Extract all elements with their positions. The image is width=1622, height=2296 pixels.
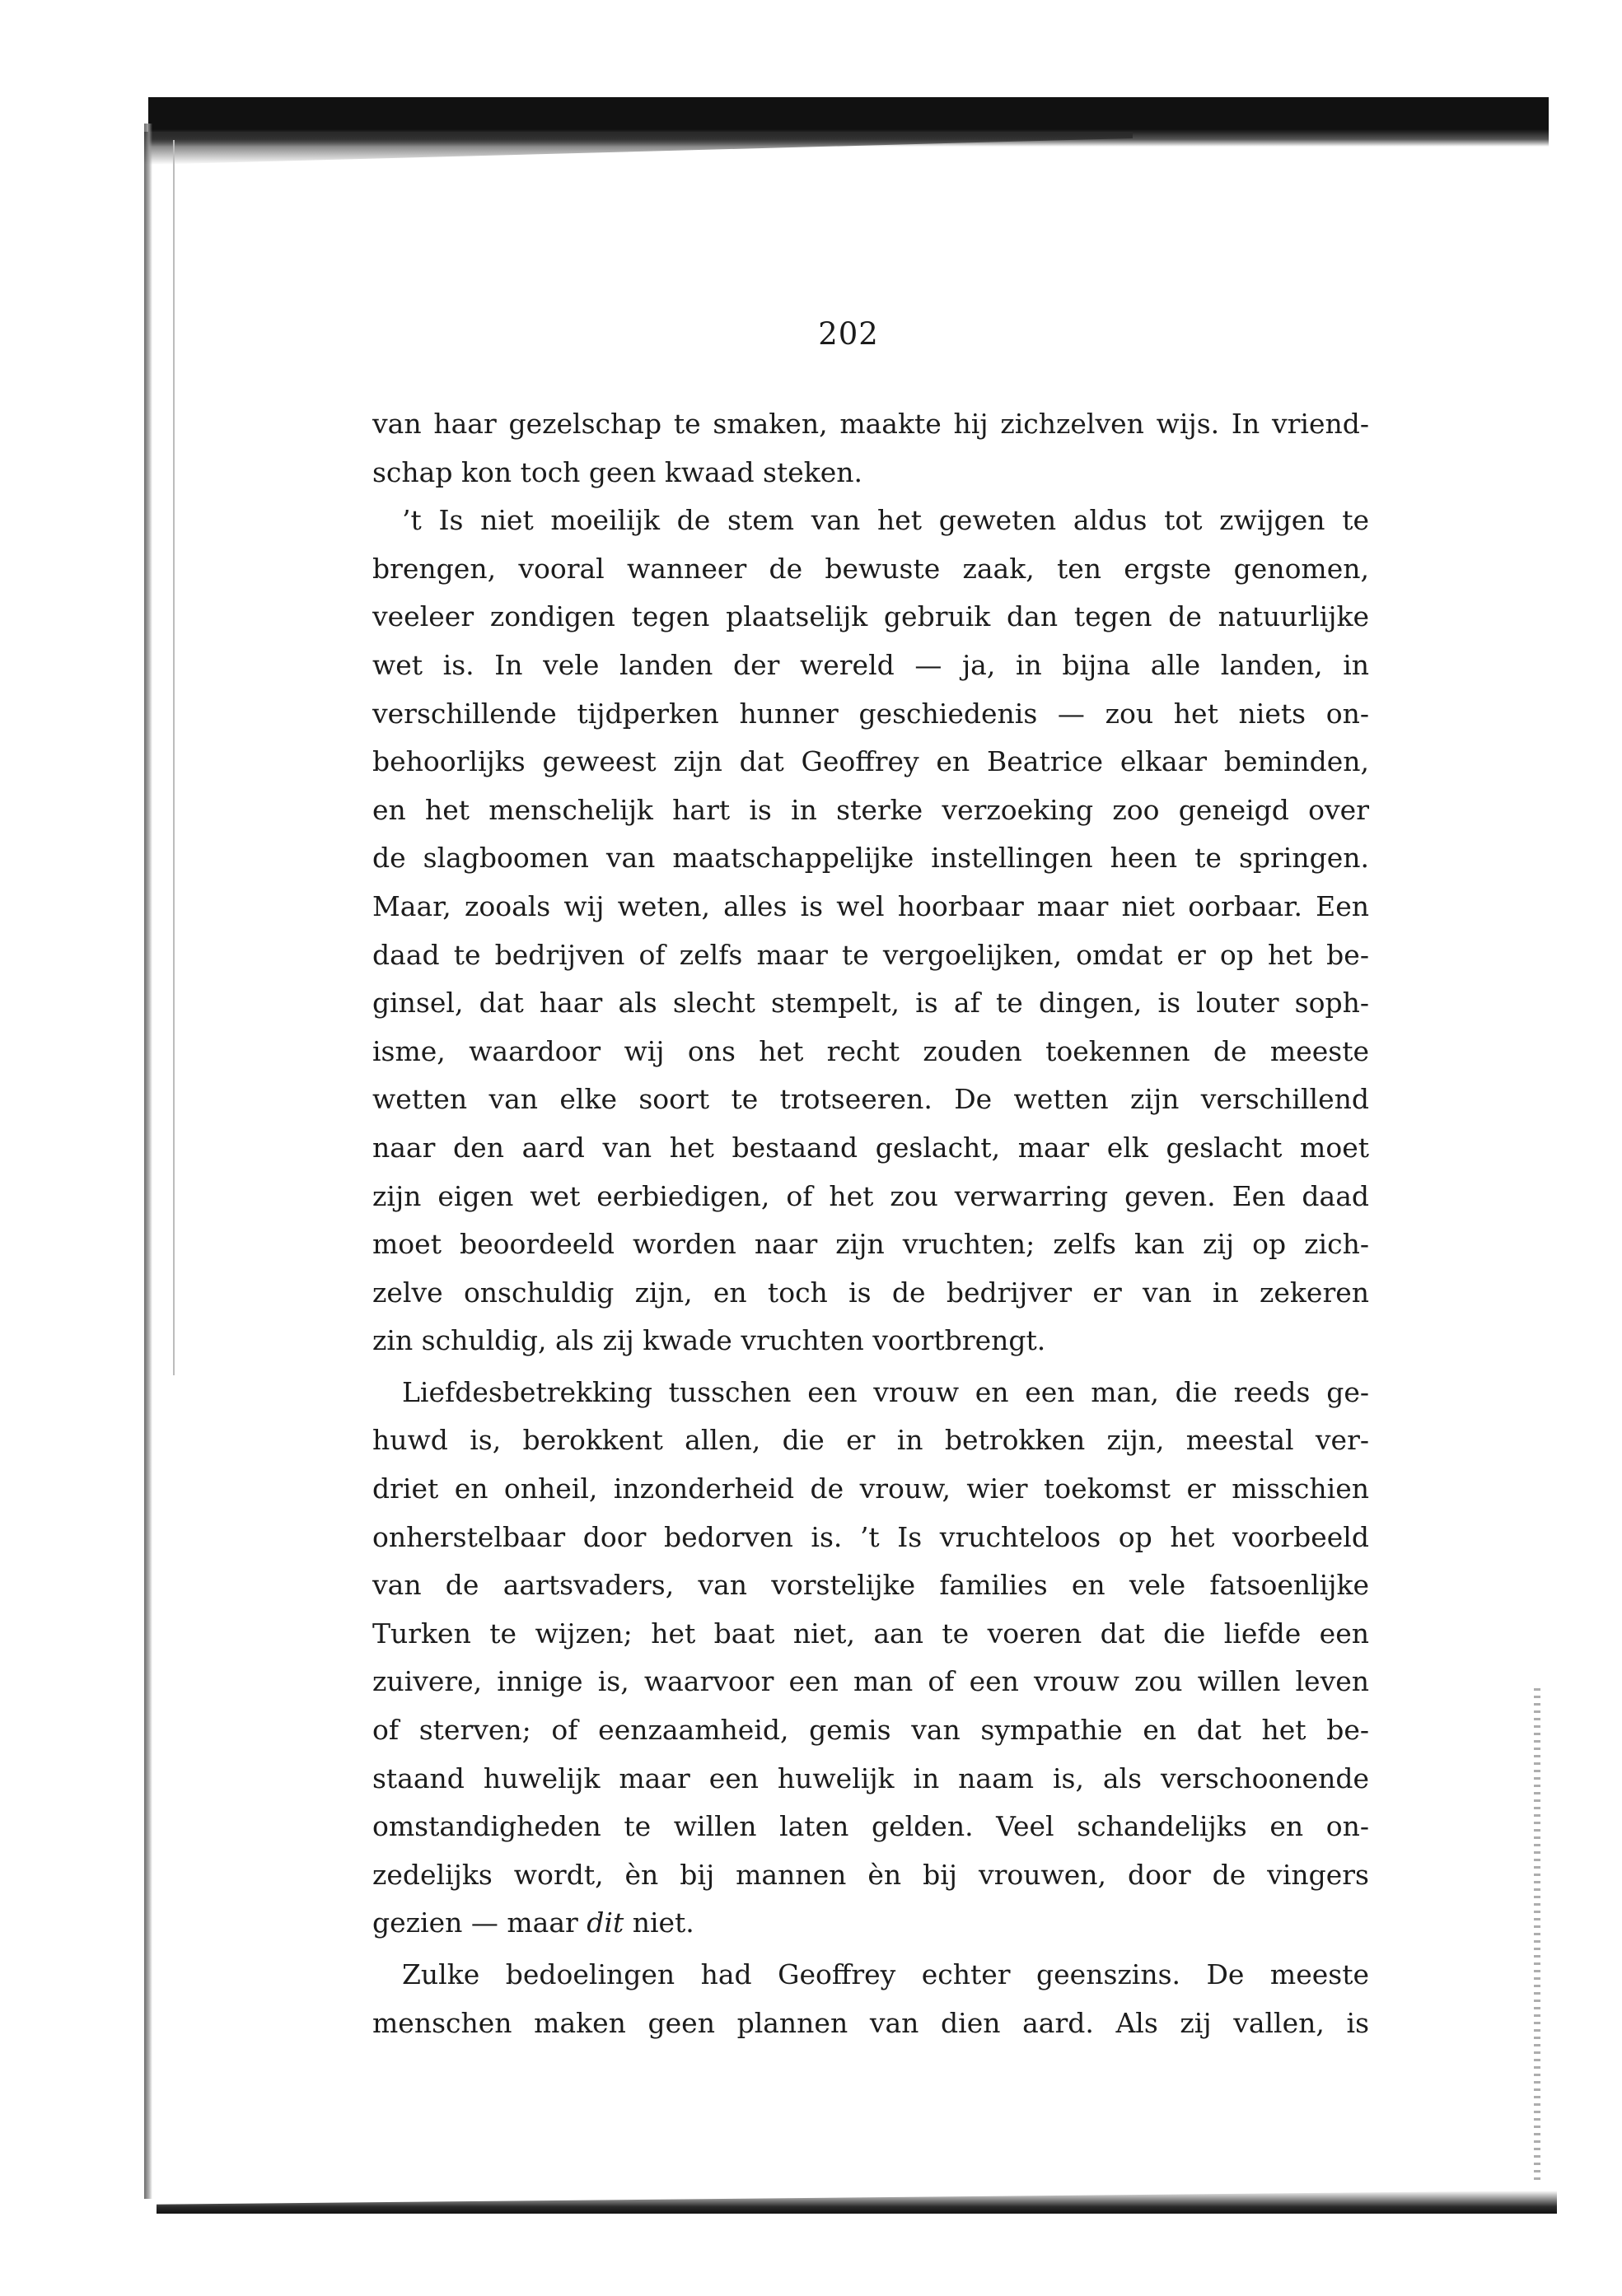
text-line: huwd is, berokkent allen, die er in betrokken zijn, meestal ver- xyxy=(372,1424,1369,1457)
text-fragment: niet. xyxy=(624,1906,694,1939)
text-line: menschen maken geen plannen van dien aard. Als zij vallen, is xyxy=(372,2006,1369,2039)
text-line: veeleer zondigen tegen plaatselijk gebruik dan tegen de natuurlijke xyxy=(372,600,1369,633)
text-line: zedelijks wordt, èn bij mannen èn bij vrouwen, door de vingers xyxy=(372,1858,1369,1891)
scan-edge-right xyxy=(1534,1688,1540,2182)
text-line: ginsel, dat haar als slecht stempelt, is af te dingen, is louter soph- xyxy=(372,987,1369,1020)
text-line: behoorlijks geweest zijn dat Geoffrey en Beatrice elkaar beminden, xyxy=(372,745,1369,778)
scan-line-left xyxy=(173,140,175,1375)
text-line: zelve onschuldig zijn, en toch is de bedrijver er van in zekeren xyxy=(372,1276,1369,1309)
text-line: wet is. In vele landen der wereld — ja, in bijna alle landen, in xyxy=(372,648,1369,681)
scan-edge-bottom xyxy=(157,2191,1557,2214)
text-line: schap kon toch geen kwaad steken. xyxy=(372,455,863,488)
text-line: onherstelbaar door bedorven is. ’t Is vruchteloos op het voorbeeld xyxy=(372,1520,1369,1553)
text-line: of sterven; of eenzaamheid, gemis van sympathie en dat het be- xyxy=(372,1714,1369,1747)
text-line: verschillende tijdperken hunner geschiedenis — zou het niets on- xyxy=(372,697,1369,730)
text-line: isme, waardoor wij ons het recht zouden toekennen de meeste xyxy=(372,1034,1369,1067)
text-line: Liefdesbetrekking tusschen een vrouw en een man, die reeds ge- xyxy=(402,1375,1369,1408)
text-line: Maar, zooals wij weten, alles is wel hoorbaar maar niet oorbaar. Een xyxy=(372,889,1369,922)
text-line: zin schuldig, als zij kwade vruchten voortbrengt. xyxy=(372,1324,1046,1357)
text-line: brengen, vooral wanneer de bewuste zaak, ten ergste genomen, xyxy=(372,552,1369,585)
text-fragment: gezien — maar xyxy=(372,1906,587,1939)
text-line: zijn eigen wet eerbiedigen, of het zou verwarring geven. Een daad xyxy=(372,1179,1369,1212)
text-line-with-emphasis xyxy=(372,1899,1369,1948)
text-line: daad te bedrijven of zelfs maar te vergoelijken, omdat er op het be- xyxy=(372,938,1369,971)
text-line: zuivere, innige is, waarvoor een man of een vrouw zou willen leven xyxy=(372,1665,1369,1698)
text-line: van haar gezelschap te smaken, maakte hij zichzelven wijs. In vriend- xyxy=(372,408,1369,440)
text-line: staand huwelijk maar een huwelijk in naam is, als verschoonende xyxy=(372,1762,1369,1794)
emphasized-word: dit xyxy=(587,1906,624,1939)
scan-shadow-top xyxy=(144,132,1133,165)
text-line: moet beoordeeld worden naar zijn vruchten; zelfs kan zij op zich- xyxy=(372,1228,1369,1261)
text-line: Turken te wijzen; het baat niet, aan te voeren dat die liefde een xyxy=(372,1617,1369,1650)
text-line: naar den aard van het bestaand geslacht, maar elk geslacht moet xyxy=(372,1131,1369,1164)
text-line: omstandigheden te willen laten gelden. Veel schandelijks en on- xyxy=(372,1810,1369,1843)
text-line: wetten van elke soort te trotseeren. De wetten zijn verschillend xyxy=(372,1083,1369,1116)
text-line: ’t Is niet moeilijk de stem van het geweten aldus tot zwijgen te xyxy=(402,504,1369,537)
text-line: en het menschelijk hart is in sterke verzoeking zoo geneigd over xyxy=(372,793,1369,826)
body-text xyxy=(372,400,1369,2047)
text-line: van de aartsvaders, van vorstelijke families en vele fatsoenlijke xyxy=(372,1569,1369,1602)
text-line: de slagboomen van maatschappelijke instellingen heen te springen. xyxy=(372,842,1369,875)
text-line: driet en onheil, inzonderheid de vrouw, wier toekomst er misschien xyxy=(372,1472,1369,1505)
scan-edge-left xyxy=(144,124,152,2199)
text-line: Zulke bedoelingen had Geoffrey echter geenszins. De meeste xyxy=(402,1958,1369,1990)
page-number: 202 xyxy=(818,316,879,352)
